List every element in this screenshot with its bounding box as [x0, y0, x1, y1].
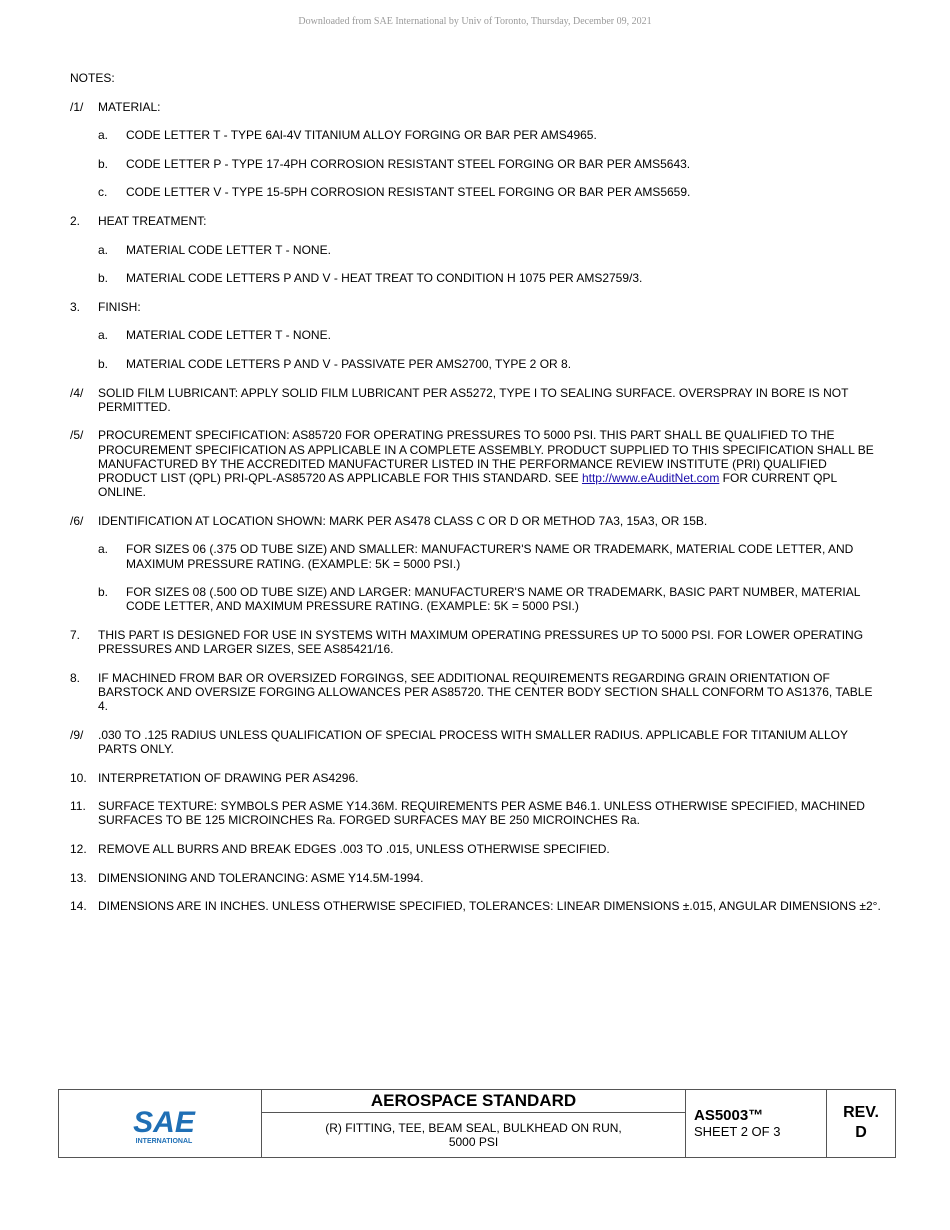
sub-note-letter: b. — [98, 156, 109, 171]
note-item — [70, 514, 885, 528]
sub-note-text: MATERIAL CODE LETTER T - NONE. — [126, 328, 331, 343]
sub-note-item — [98, 271, 885, 285]
note-number: 2. — [70, 213, 81, 228]
logo-wordmark: SAE — [133, 1106, 195, 1139]
note-number: /9/ — [70, 727, 84, 742]
sub-note-letter: b. — [98, 356, 109, 371]
note-item — [70, 771, 885, 785]
note-item — [70, 100, 885, 114]
download-watermark: Downloaded from SAE International by Univ of Toronto, Thursday, December 09, 2021 — [298, 16, 652, 27]
sub-note-item — [98, 328, 885, 342]
sub-note-item — [98, 157, 885, 171]
sub-note-text: FOR SIZES 06 (.375 OD TUBE SIZE) AND SMALLER: MANUFACTURER'S NAME OR TRADEMARK, MATERIAL CODE LETTER, AND MAXIMUM PRESSURE RATING. (EXAMPLE: 5K = 5000 PSI.) — [126, 542, 854, 571]
note-text: REMOVE ALL BURRS AND BREAK EDGES .003 TO .015, UNLESS OTHERWISE SPECIFIED. — [98, 841, 610, 856]
sub-note-item — [98, 585, 885, 613]
document-title-line-2: 5000 PSI — [448, 1135, 499, 1149]
note-number: /6/ — [70, 513, 84, 528]
note-item — [70, 728, 885, 756]
sub-note-text: FOR SIZES 08 (.500 OD TUBE SIZE) AND LARGER: MANUFACTURER'S NAME OR TRADEMARK, BASIC PART NUMBER, MATERIAL CODE LETTER, AND MAXIMUM PRESSURE RATING. (EXAMPLE: 5K = 5000 PSI.) — [126, 585, 860, 614]
revision-cell — [827, 1090, 895, 1157]
document-number: AS5003™ — [694, 1107, 764, 1124]
note-number: /5/ — [70, 428, 84, 443]
note-text: DIMENSIONING AND TOLERANCING: ASME Y14.5M-1994. — [98, 870, 424, 885]
sub-note-letter: b. — [98, 271, 109, 286]
note-number: /1/ — [70, 99, 84, 114]
sub-note-letter: a. — [98, 328, 109, 343]
note-text: MATERIAL: — [98, 99, 161, 114]
revision-label: REV. — [843, 1104, 879, 1121]
note-item — [70, 428, 885, 499]
doc-number-cell — [686, 1090, 827, 1157]
sub-note-text: CODE LETTER V - TYPE 15-5PH CORROSION RESISTANT STEEL FORGING OR BAR PER AMS5659. — [126, 185, 691, 200]
sub-note-text: MATERIAL CODE LETTER T - NONE. — [126, 242, 331, 257]
revision-value: D — [855, 1124, 867, 1141]
standard-heading: AEROSPACE STANDARD — [262, 1090, 685, 1113]
notes-heading: NOTES: — [70, 71, 115, 85]
title-cell — [262, 1090, 686, 1157]
sae-logo-icon — [129, 1102, 199, 1146]
note-item — [70, 386, 885, 414]
sub-note-item — [98, 542, 885, 570]
note-text: SOLID FILM LUBRICANT: APPLY SOLID FILM LUBRICANT PER AS5272, TYPE I TO SEALING SURFACE. OVERSPRAY IN BORE IS NOT PERMITTED. — [98, 385, 849, 414]
note-item — [70, 300, 885, 314]
note-text-main: PROCUREMENT SPECIFICATION: AS85720 FOR OPERATING PRESSURES TO 5000 PSI. THIS PART SHALL BE QUALIFIED TO THE PROCUREMENT SPECIFICATION AS APPLICABLE IN A COMPLETE ASSEMBLY. PRODUCT SUPPLIED TO THIS SPECIFICATION SHALL BE MANUFACTURED BY THE ACCREDITED MANUFACTURER LISTED IN THE PERFORMANCE REVIEW INSTITUTE (PRI) QUALIFIED PRODUCT LIST (QPL) PRI-QPL-AS85720 AS APPLICABLE FOR THIS STANDARD. SEE — [98, 428, 874, 485]
sub-note-letter: a. — [98, 242, 109, 257]
note-text — [98, 428, 885, 499]
sub-note-item — [98, 243, 885, 257]
note-item — [70, 628, 885, 656]
note-item — [70, 871, 885, 885]
note-number: 10. — [70, 770, 87, 785]
note-number: 8. — [70, 670, 81, 685]
sub-note-text: CODE LETTER P - TYPE 17-4PH CORROSION RESISTANT STEEL FORGING OR BAR PER AMS5643. — [126, 156, 691, 171]
note-number: 3. — [70, 299, 81, 314]
sub-note-letter: c. — [98, 185, 108, 200]
note-item — [70, 899, 885, 913]
document-title-line-1: (R) FITTING, TEE, BEAM SEAL, BULKHEAD ON RUN, — [325, 1121, 622, 1135]
note-text: IDENTIFICATION AT LOCATION SHOWN: MARK PER AS478 CLASS C OR D OR METHOD 7A3, 15A3, OR 15B. — [98, 513, 708, 528]
note-number: 14. — [70, 899, 87, 914]
note-text: IF MACHINED FROM BAR OR OVERSIZED FORGINGS, SEE ADDITIONAL REQUIREMENTS REGARDING GRAIN ORIENTATION OF BARSTOCK AND OVERSIZE FORGING ALLOWANCES PER AS85720. THE CENTER BODY SECTION SHALL CONFORM TO AS1376, TABLE 4. — [98, 670, 873, 714]
sub-note-letter: b. — [98, 585, 109, 600]
logo-cell — [59, 1090, 262, 1157]
note-number: 7. — [70, 627, 81, 642]
sub-note-text: CODE LETTER T - TYPE 6Al-4V TITANIUM ALLOY FORGING OR BAR PER AMS4965. — [126, 128, 597, 143]
sub-note-text: MATERIAL CODE LETTERS P AND V - PASSIVATE PER AMS2700, TYPE 2 OR 8. — [126, 356, 572, 371]
note-number: 13. — [70, 870, 87, 885]
sub-note-text: MATERIAL CODE LETTERS P AND V - HEAT TREAT TO CONDITION H 1075 PER AMS2759/3. — [126, 271, 643, 286]
document-title — [262, 1113, 685, 1157]
sheet-number: SHEET 2 OF 3 — [694, 1124, 781, 1139]
notes-section — [70, 71, 885, 928]
sub-note-item — [98, 185, 885, 199]
note-text: SURFACE TEXTURE: SYMBOLS PER ASME Y14.36M. REQUIREMENTS PER ASME B46.1. UNLESS OTHERWISE SPECIFIED, MACHINED SURFACES TO BE 125 MICROINCHES Ra. FORGED SURFACES MAY BE 250 MICROINCHES Ra. — [98, 799, 865, 828]
note-text-after-link: FOR CURRENT QPL ONLINE. — [98, 470, 837, 500]
sub-note-item — [98, 128, 885, 142]
note-item — [70, 842, 885, 856]
note-number: 11. — [70, 799, 86, 814]
note-text: HEAT TREATMENT: — [98, 213, 207, 228]
note-item — [70, 671, 885, 714]
title-block — [58, 1089, 896, 1158]
note-text: INTERPRETATION OF DRAWING PER AS4296. — [98, 770, 359, 785]
note-text: THIS PART IS DESIGNED FOR USE IN SYSTEMS WITH MAXIMUM OPERATING PRESSURES UP TO 5000 PSI. FOR LOWER OPERATING PRESSURES AND LARGER SIZES, SEE AS85421/16. — [98, 627, 864, 657]
note-number: /4/ — [70, 385, 84, 400]
eauditnet-link[interactable]: http://www.eAuditNet.com — [581, 470, 720, 485]
logo-subtext: INTERNATIONAL — [135, 1138, 193, 1145]
sub-note-letter: a. — [98, 542, 109, 557]
note-text: .030 TO .125 RADIUS UNLESS QUALIFICATION OF SPECIAL PROCESS WITH SMALLER RADIUS. APPLICABLE FOR TITANIUM ALLOY PARTS ONLY. — [98, 727, 848, 756]
note-text: DIMENSIONS ARE IN INCHES. UNLESS OTHERWISE SPECIFIED, TOLERANCES: LINEAR DIMENSIONS ±.015, ANGULAR DIMENSIONS ±2°. — [98, 899, 881, 914]
note-item — [70, 214, 885, 228]
sub-note-letter: a. — [98, 128, 109, 143]
note-number: 12. — [70, 841, 87, 856]
note-item — [70, 799, 885, 827]
note-text: FINISH: — [98, 299, 141, 314]
sub-note-item — [98, 357, 885, 371]
